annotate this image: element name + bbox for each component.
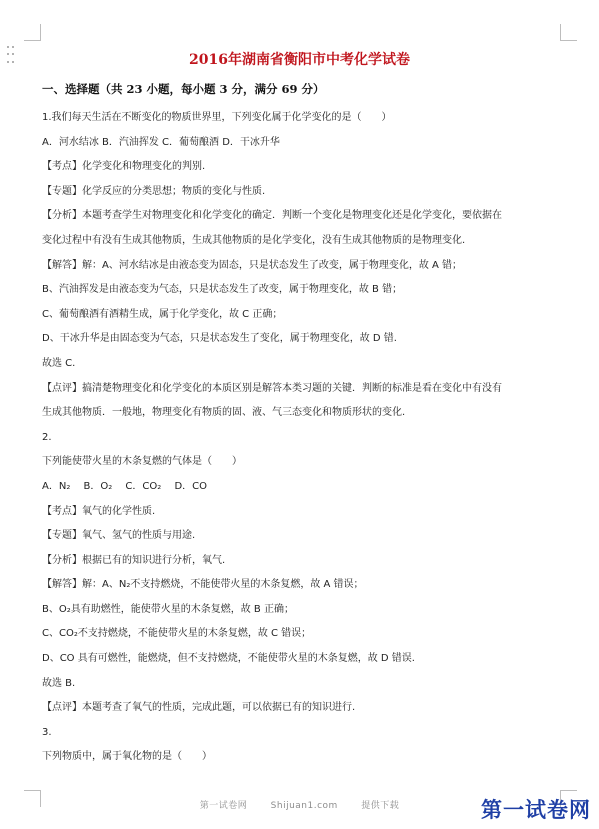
text-line: A．N₂ B．O₂ C．CO₂ D．CO xyxy=(42,480,208,492)
footer-site-name: 第一试卷网 xyxy=(199,801,248,811)
text-line: 3. xyxy=(42,726,52,738)
text-line: 1.我们每天生活在不断变化的物质世界里，下列变化属于化学变化的是（ ） xyxy=(42,112,392,123)
text-line: 【分析】根据已有的知识进行分析，氧气. xyxy=(42,554,226,566)
text-line: C、CO₂不支持燃烧，不能使带火星的木条复燃，故 C 错误； xyxy=(42,628,312,640)
document-body xyxy=(42,111,562,775)
crop-mark-top-right xyxy=(560,24,577,41)
footer-provider: 提供下载 xyxy=(361,801,400,811)
text-line: B、O₂具有助燃性，能使带火星的木条复燃，故 B 正确； xyxy=(42,603,294,615)
text-line: 变化过程中有没有生成其他物质，生成其他物质的是化学变化，没有生成其他物质的是物理变化. xyxy=(42,234,466,246)
text-line: 生成其他物质．一般地，物理变化有物质的固、液、气三态变化和物质形状的变化. xyxy=(42,407,406,419)
text-line: 【考点】化学变化和物理变化的判别. xyxy=(42,161,206,173)
text-line: C、葡萄酿酒有酒精生成，属于化学变化，故 C 正确； xyxy=(42,308,283,320)
text-line: B、汽油挥发是由液态变为气态，只是状态发生了改变，属于物理变化，故 B 错； xyxy=(42,284,403,296)
text-line: 2. xyxy=(42,431,52,443)
text-line: 【考点】氧气的化学性质. xyxy=(42,505,156,517)
text-line: D、干冰升华是由固态变为气态，只是状态发生了变化，属于物理变化，故 D 错. xyxy=(42,333,397,345)
text-line: 【分析】本题考查学生对物理变化和化学变化的确定．判断一个变化是物理变化还是化学变化，要依据在 xyxy=(42,210,502,222)
crop-mark-top-left xyxy=(24,24,41,41)
text-line: 【点评】本题考查了氧气的性质，完成此题，可以依据已有的知识进行. xyxy=(42,702,356,714)
footer-site-url[interactable]: Shijuan1.com xyxy=(270,801,338,811)
text-line: D、CO 具有可燃性，能燃烧，但不支持燃烧，不能使带火星的木条复燃，故 D 错误. xyxy=(42,653,415,665)
text-line: 【解答】解：A、河水结冰是由液态变为固态，只是状态发生了改变，属于物理变化，故 A 错； xyxy=(42,259,463,271)
document-title: 2016年湖南省衡阳市中考化学试卷 xyxy=(189,52,410,68)
text-line: 故选 B. xyxy=(42,677,76,689)
text-line: 下列能使带火星的木条复燃的气体是（ ） xyxy=(42,456,242,468)
text-line: 【点评】搞清楚物理变化和化学变化的本质区别是解答本类习题的关键．判断的标准是看在变化中有没有 xyxy=(42,382,502,394)
text-line: 【专题】化学反应的分类思想；物质的变化与性质. xyxy=(42,185,266,197)
section-heading: 一、选择题（共 23 小题，每小题 3 分，满分 69 分） xyxy=(42,82,325,96)
text-line: 【解答】解：A、N₂不支持燃烧，不能使带火星的木条复燃，故 A 错误； xyxy=(42,579,364,591)
text-line: 【专题】氧气、氢气的性质与用途. xyxy=(42,530,196,542)
site-logo: 第一试卷网 xyxy=(481,797,591,822)
text-line: A．河水结冰 B．汽油挥发 C．葡萄酿酒 D．干冰升华 xyxy=(42,136,280,148)
text-line: 下列物质中，属于氧化物的是（ ） xyxy=(42,751,212,763)
text-line: 故选 C. xyxy=(42,357,76,369)
